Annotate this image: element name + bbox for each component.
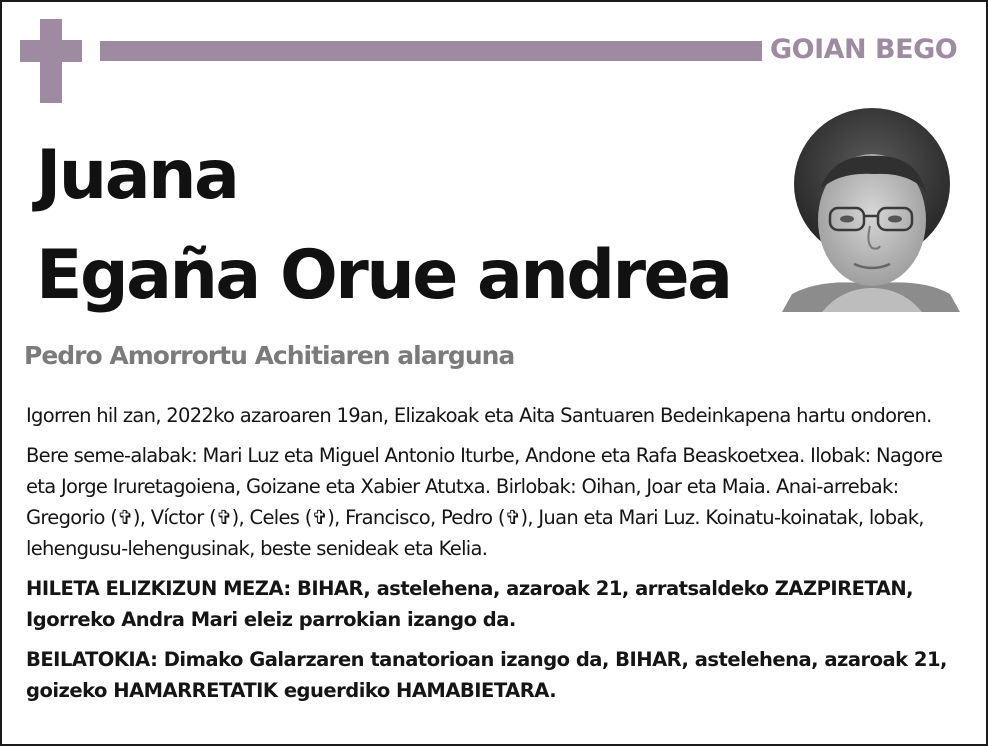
- funeral-paragraph: HILETA ELIZKIZUN MEZA: BIHAR, astelehena, azaroak 21, arratsaldeko ZAZPIRETAN, Igorreko Andra Mari eleiz parrokian izango da.: [26, 577, 914, 631]
- death-notice-paragraph: Igorren hil zan, 2022ko azaroaren 19an, Elizakoak eta Aita Santuaren Bedeinkapena hartu ondoren.: [26, 404, 932, 427]
- portrait-icon: [782, 102, 960, 312]
- widow-of-subtitle: Pedro Amorrortu Achitiaren alarguna: [24, 341, 515, 370]
- header-bar: [100, 41, 762, 61]
- family-paragraph: Bere seme-alabak: Mari Luz eta Miguel Antonio Iturbe, Andone eta Rafa Beaskoetxea. Ilobak: Nagore eta Jorge Iruretagoiena, Goizane eta Xabier Atutxa. Birlobak: Oihan, Joar eta Maia. Anai-arrebak: Gregorio (✞), Víctor (✞), Celes (✞), Francisco, Pedro (✞), Juan eta Mari Luz. Koinatu-koinatak, lobak, lehengusu-lehengusinak, beste senideak eta Kelia.: [26, 444, 943, 560]
- place-label: GOIAN BEGO: [770, 34, 958, 65]
- cross-icon-arm: [20, 40, 82, 62]
- deceased-first-name: Juana: [36, 136, 238, 215]
- wake-paragraph: BEILATOKIA: Dimako Galarzaren tanatorioan izango da, BIHAR, astelehena, azaroak 21, goizeko HAMARRETATIK eguerdiko HAMABIETARA.: [26, 648, 947, 702]
- notice-body: [26, 400, 966, 715]
- deceased-surname: Egaña Orue andrea: [36, 236, 731, 315]
- portrait-photo: [782, 102, 960, 312]
